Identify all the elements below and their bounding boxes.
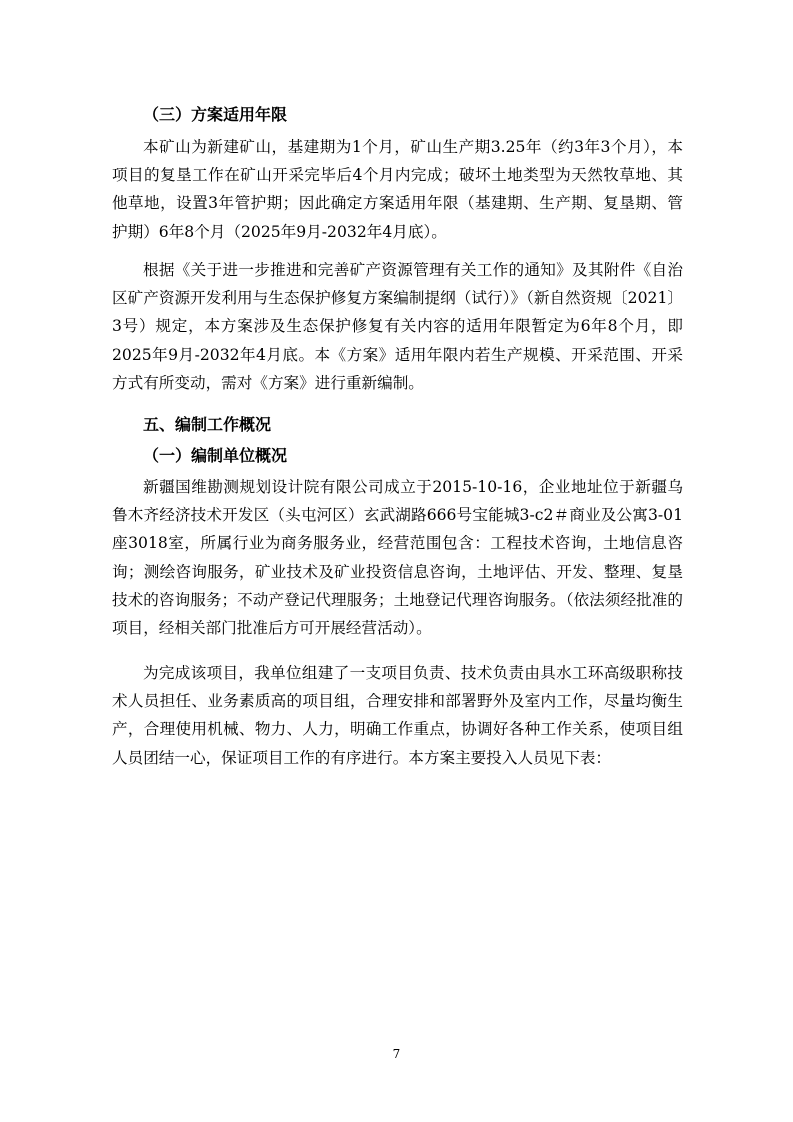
page-number: 7 — [392, 1047, 401, 1061]
paragraph-period-calculation: 本矿山为新建矿山，基建期为1个月，矿山生产期3.25年（约3年3个月），本项目的复垦工作在矿山开采完毕后4个月内完成；破坏土地类型为天然牧草地、其他草地，设置3年管护期；因此确定方案适用年限（基建期、生产期、复垦期、管护期）6年8个月（2025年9月-2032年4月底）。 — [112, 138, 683, 241]
section-heading-compilation-overview: 五、编制工作概况 — [143, 415, 272, 434]
paragraph-company-profile: 新疆国维勘测规划设计院有限公司成立于2015-10-16，企业地址位于新疆乌鲁木齐经济技术开发区（头屯河区）玄武湖路666号宝能城3-c2＃商业及公寓3-01座3018室，所属行业为商务服务业，经营范围包含：工程技术咨询，土地信息咨询；测绘咨询服务，矿业技术及矿业投资信息咨询，土地评估、开发、整理、复垦技术的咨询服务；不动产登记代理服务；土地登记代理咨询服务。（依法须经批准的项目，经相关部门批准后方可开展经营活动）。 — [112, 478, 683, 638]
section-heading-compiler-overview: （一）编制单位概况 — [143, 446, 288, 465]
section-heading-applicable-period: （三）方案适用年限 — [143, 105, 288, 124]
paragraph-project-team: 为完成该项目，我单位组建了一支项目负责、技术负责由具水工环高级职称技术人员担任、业务素质高的项目组，合理安排和部署野外及室内工作，尽量均衡生产，合理使用机械、物力、人力，明确工作重点，协调好各种工作关系，使项目组人员团结一心，保证项目工作的有序进行。本方案主要投入人员见下表： — [112, 664, 683, 767]
paragraph-regulatory-basis: 根据《关于进一步推进和完善矿产资源管理有关工作的通知》及其附件《自治区矿产资源开发利用与生态保护修复方案编制提纲（试行）》（新自然资规〔2021〕3号）规定，本方案涉及生态保护修复有关内容的适用年限暂定为6年8个月，即2025年9月-2032年4月底。本《方案》适用年限内若生产规模、开采范围、开采方式有所变动，需对《方案》进行重新编制。 — [112, 261, 683, 392]
